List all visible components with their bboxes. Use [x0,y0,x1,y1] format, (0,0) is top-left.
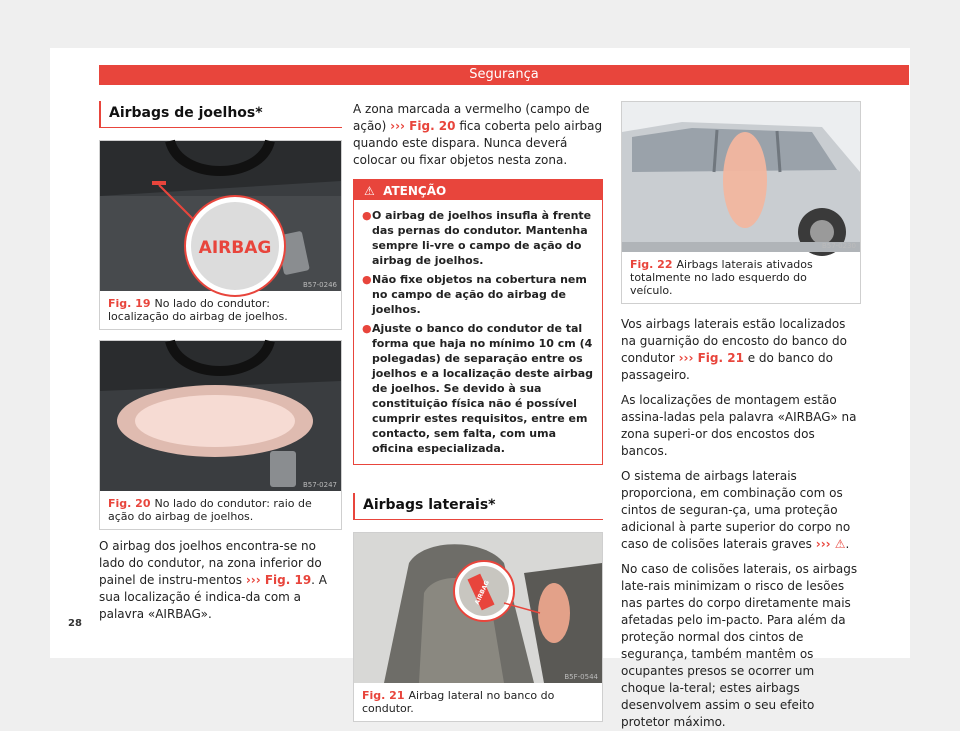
warning-item [362,272,594,317]
warning-box [353,179,603,465]
bullet-icon: ● [362,273,372,286]
side-airbag-location-paragraph [621,316,861,384]
side-airbag-seat-illustration [354,533,602,683]
figure-code: B57-0230 [821,242,856,250]
bullet-icon: ● [362,209,372,222]
warning-item-text: O airbag de joelhos insufla à frente das pernas do condutor. Mantenha sempre li-vre o campo de ação do airbag de joelhos. [372,209,592,267]
text-run: fica coberta pelo airbag quando este dispara. Nunca deverá colocar ou fixar objetos nesta zona. [353,119,603,167]
knee-airbag-location-illustration [100,141,341,291]
figure-20 [99,340,342,530]
warning-body [354,200,602,464]
figure-reference-link[interactable]: ››› Fig. 21 [678,351,744,365]
column-right [621,101,861,731]
figure-21-caption [354,683,602,721]
chapter-header: Segurança [99,65,909,85]
warning-reference-link[interactable] [816,537,846,551]
warning-item [362,208,594,268]
text-run: O sistema de airbags laterais proporciona, em combinação com os cintos de seguran-ça, uma proteção adicional à parte superior do corpo no caso de colisões laterais graves [621,469,851,551]
figure-number: Fig. 21 [362,689,405,702]
text-run: . A sua localização é indica-da com a palavra «AIRBAG». [99,573,328,621]
figure-22-image [622,102,860,252]
side-airbags-vehicle-illustration [622,102,860,252]
knee-airbag-paragraph [99,538,342,623]
text-run: A zona marcada a vermelho (campo de ação) [353,102,590,133]
caption-text: Airbag lateral no banco do condutor. [362,689,555,715]
figure-code: B5F-0544 [564,673,598,681]
column-left [99,101,342,623]
figure-reference-link[interactable]: ››› Fig. 20 [390,119,456,133]
manual-page [50,48,910,729]
section-title-knee-airbags: Airbags de joelhos* [99,101,342,128]
warning-triangle-icon: ⚠ [834,537,846,551]
figure-number: Fig. 20 [108,497,151,510]
mounting-locations-paragraph: As localizações de montagem estão assina-ladas pela palavra «AIRBAG» na zona superi-or dos encostos dos bancos. [621,393,857,458]
text-run: e do banco do passageiro. [621,351,833,382]
caption-text: No lado do condutor: raio de ação do airbag de joelhos. [108,497,312,523]
text-run: O airbag dos joelhos encontra-se no lado do condutor, na zona inferior do painel de instru-mentos [99,539,322,587]
caption-text: Airbags laterais ativados totalmente no lado esquerdo do veículo. [630,258,813,297]
warning-item [362,321,594,456]
figure-22 [621,101,861,304]
airbag-label-text: AIRBAG [473,579,491,606]
column-middle [353,101,603,722]
warning-item-text: Não fixe objetos na cobertura nem no campo de ação do airbag de joelhos. [372,273,587,316]
bullet-icon: ● [362,322,372,335]
figure-19-image [100,141,341,291]
figure-number: Fig. 22 [630,258,673,271]
text-run: . [845,537,850,551]
figure-21-image [354,533,602,683]
figure-19 [99,140,342,330]
warning-title: ATENÇÃO [383,184,447,198]
side-collision-paragraph: No caso de colisões laterais, os airbags late-rais minimizam o risco de lesões nas partes do corpo diretamente mais afetadas pelo im-pacto. Para além da proteção normal dos cintos de segurança, também mantêm os ocupantes presos se ocorrer um choque la-teral; estes airbags desenvolvem assim o seu efeito protetor máximo. [621,562,858,729]
reference-arrows: ››› [815,537,831,551]
caption-text: No lado do condutor: localização do airbag de joelhos. [108,297,288,323]
action-zone-paragraph [353,101,603,169]
side-airbag-system-paragraph [621,468,861,553]
figure-number: Fig. 19 [108,297,151,310]
warning-triangle-icon: ⚠ [364,184,375,198]
warning-header [354,180,602,200]
knee-airbag-range-illustration [100,341,341,491]
figure-code: B57-0247 [302,481,337,489]
section-title-side-airbags: Airbags laterais* [353,493,603,520]
figure-19-caption [100,291,341,329]
figure-21 [353,532,603,722]
page-number: 28 [68,618,82,629]
figure-22-caption [622,252,860,303]
figure-code: B57-0246 [302,281,337,289]
figure-20-image [100,341,341,491]
figure-reference-link[interactable]: ››› Fig. 19 [245,573,312,587]
warning-item-text: Ajuste o banco do condutor de tal forma que haja no mínimo 10 cm (4 polegadas) de separação entre os joelhos e a localização deste airbag de joelhos. Se devido à sua constituição física não é possível cumprir estes requisitos, entre em contacto, sem falta, com uma oficina especializada. [372,322,594,455]
airbag-label-text: AIRBAG [198,238,272,258]
figure-20-caption [100,491,341,529]
text-run: Vos airbags laterais estão localizados na guarnição do encosto do banco do condutor [621,317,847,365]
